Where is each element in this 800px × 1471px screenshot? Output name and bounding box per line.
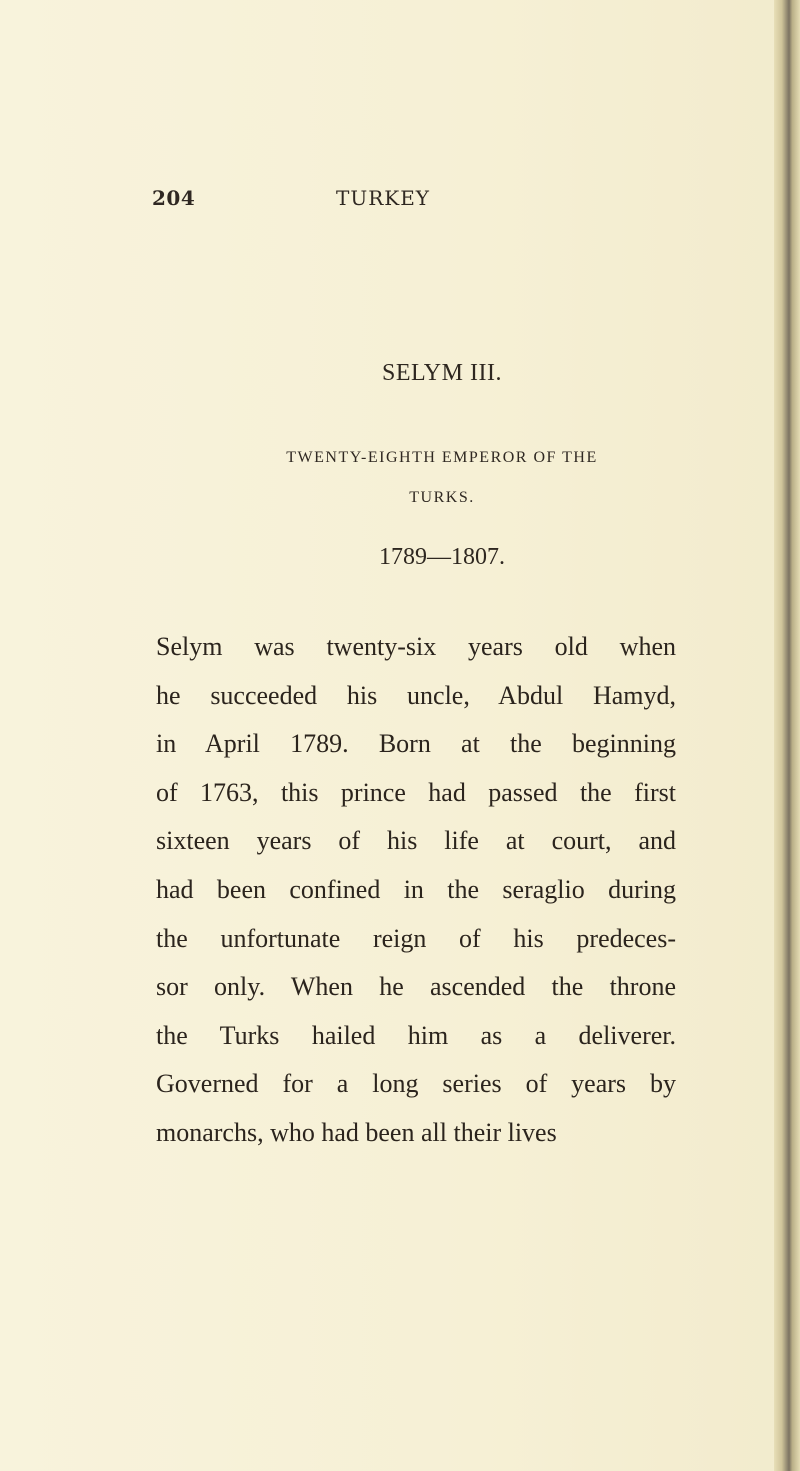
running-head: TURKEY	[336, 186, 430, 210]
subtitle-line: TWENTY-EIGHTH EMPEROR OF THE	[286, 449, 598, 466]
body-line: sor only. When he ascended the throne	[156, 972, 676, 1002]
body-line: had been confined in the seraglio during	[156, 874, 676, 904]
body-line: in April 1789. Born at the beginning	[156, 729, 676, 759]
body-line: he succeeded his uncle, Abdul Hamyd,	[156, 680, 676, 710]
body-line: sixteen years of his life at court, and	[156, 826, 676, 856]
body-text	[156, 623, 676, 1158]
entry-subtitle	[152, 438, 732, 518]
body-line: Selym was twenty-six years old when	[156, 632, 676, 661]
entry-dates: 1789—1807.	[379, 544, 505, 570]
page-number: 204	[152, 186, 196, 210]
body-line: of 1763, this prince had passed the first	[156, 777, 676, 807]
body-line: monarchs, who had been all their lives	[156, 1117, 557, 1147]
page-header	[152, 186, 732, 226]
subtitle-line: TURKS.	[409, 489, 475, 506]
entry-title: SELYM III.	[382, 360, 502, 386]
body-line: the unfortunate reign of his predeces-	[156, 923, 676, 953]
page-edge	[774, 0, 800, 1471]
body-line: Governed for a long series of years by	[156, 1069, 676, 1099]
body-line: the Turks hailed him as a deliverer.	[156, 1020, 676, 1050]
